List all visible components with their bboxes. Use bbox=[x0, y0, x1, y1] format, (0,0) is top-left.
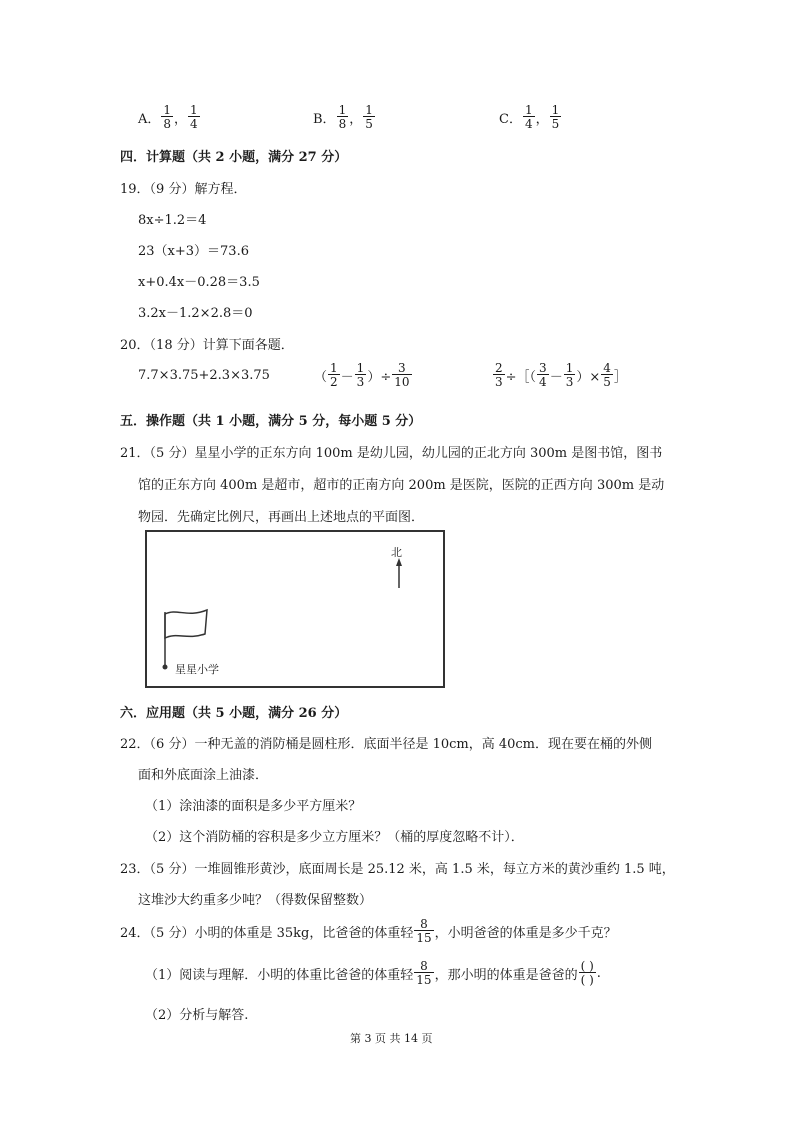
expression: $\frac{2}{3}$ ÷［（ $\frac{3}{4}$ － $\frac{1}{3}$ ）× $\frac{4}{5}$ ］ bbox=[495, 361, 627, 389]
equation: x+0.4x－0.28＝3.5 bbox=[138, 275, 260, 290]
question-line: 物园．先确定比例尺，再画出上述地点的平面图． bbox=[138, 510, 425, 525]
question-line: 22．（6 分）一种无盖的消防桶是圆柱形．底面半径是 10cm，高 40cm．现在要在桶的外侧 bbox=[120, 737, 653, 752]
equation: 8x÷1.2＝4 bbox=[138, 213, 207, 228]
sub-question: （2）这个消防桶的容积是多少立方厘米？（桶的厚度忽略不计）． bbox=[145, 830, 524, 845]
fraction: $\frac{3}{4}$ bbox=[539, 361, 547, 389]
flag-icon bbox=[165, 610, 207, 638]
expression: （ $\frac{1}{2}$ － $\frac{1}{3}$ ）÷ $\frac{3}{10}$ bbox=[314, 361, 410, 389]
sub-question: （2）分析与解答. bbox=[145, 1008, 249, 1023]
section-heading: 五．操作题（共 1 小题，满分 5 分，每小题 5 分） bbox=[120, 414, 422, 429]
section-heading: 四．计算题（共 2 小题，满分 27 分） bbox=[120, 150, 348, 165]
map-drawing-box bbox=[145, 530, 445, 688]
fraction: $\frac{1}{5}$ bbox=[365, 103, 373, 131]
question-title: 20．（18 分）计算下面各题． bbox=[120, 338, 294, 353]
fraction: $\frac{1}{4}$ bbox=[190, 103, 198, 131]
school-point-icon bbox=[163, 665, 168, 670]
question-line: 24．（5 分）小明的体重是 35kg，比爸爸的体重轻 $\frac{8}{15}$ ，小明爸爸的体重是多少千克？ bbox=[120, 917, 617, 945]
question-line: 面和外底面涂上油漆． bbox=[138, 768, 269, 783]
equation: 3.2x－1.2×2.8＝0 bbox=[138, 306, 253, 321]
fraction: $\frac{1}{3}$ bbox=[356, 361, 365, 389]
north-label: 北 bbox=[391, 546, 402, 559]
fraction: $\frac{1}{8}$ bbox=[163, 103, 172, 131]
school-label: 星星小学 bbox=[175, 663, 219, 676]
question-title: 19．（9 分）解方程． bbox=[120, 182, 247, 197]
fraction: $\frac{1}{8}$ bbox=[338, 103, 347, 131]
sub-question: （1）阅读与理解．小明的体重比爸爸的体重轻 $\frac{8}{15}$ ，那小明的体重是爸爸的 $\frac{( )}{( )}$ . bbox=[145, 959, 601, 987]
option-a-label: A． bbox=[138, 111, 161, 127]
fraction: $\frac{3}{10}$ bbox=[394, 361, 410, 389]
fraction: $\frac{4}{5}$ bbox=[603, 361, 611, 389]
fraction: $\frac{2}{3}$ bbox=[495, 361, 503, 389]
fraction: $\frac{8}{15}$ bbox=[416, 959, 432, 987]
fraction: $\frac{1}{2}$ bbox=[330, 361, 338, 389]
equation: 23（x+3）＝73.6 bbox=[138, 244, 249, 259]
fraction: $\frac{1}{3}$ bbox=[565, 361, 574, 389]
fraction: $\frac{1}{5}$ bbox=[551, 103, 560, 131]
option-a: A． $\frac{1}{8}$ ， $\frac{1}{4}$ bbox=[138, 103, 198, 131]
option-c: C． $\frac{1}{4}$ ， $\frac{1}{5}$ bbox=[499, 103, 560, 131]
option-c-label: C． bbox=[499, 111, 522, 127]
blank-fraction[interactable]: $\frac{( )}{( )}$ bbox=[580, 959, 594, 987]
fraction: $\frac{8}{15}$ bbox=[416, 917, 432, 945]
question-line: 21．（5 分）星星小学的正东方向 100m 是幼儿园，幼儿园的正北方向 300m 是图书馆，图书 bbox=[120, 446, 663, 461]
expression: 7.7×3.75+2.3×3.75 bbox=[138, 368, 270, 383]
question-line: 馆的正东方向 400m 是超市，超市的正南方向 200m 是医院，医院的正西方向 300m 是动 bbox=[138, 478, 665, 493]
page-footer: 第 3 页 共 14 页 bbox=[350, 1032, 433, 1045]
question-line: 23．（5 分）一堆圆锥形黄沙，底面周长是 25.12 米，高 1.5 米，每立方米的黄沙重约 1.5 吨， bbox=[120, 862, 675, 877]
section-heading: 六．应用题（共 5 小题，满分 26 分） bbox=[120, 706, 348, 721]
sub-question: （1）涂油漆的面积是多少平方厘米？ bbox=[145, 799, 362, 814]
option-b: B． $\frac{1}{8}$ ， $\frac{1}{5}$ bbox=[313, 103, 373, 131]
fraction: $\frac{1}{4}$ bbox=[524, 103, 533, 131]
option-b-label: B． bbox=[313, 111, 336, 127]
question-line: 这堆沙大约重多少吨？（得数保留整数） bbox=[138, 893, 373, 908]
